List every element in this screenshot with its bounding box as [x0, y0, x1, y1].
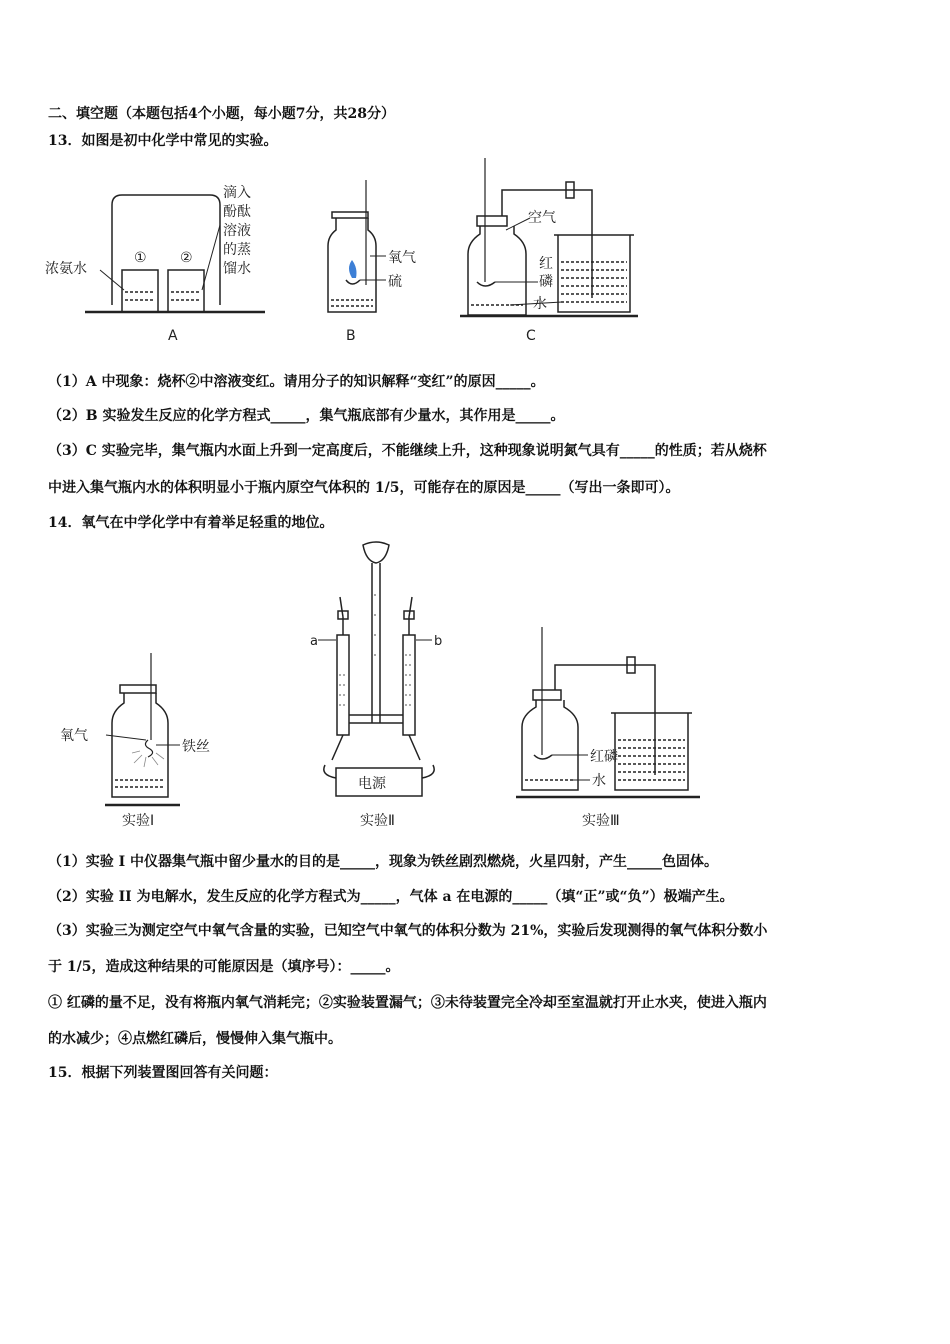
figure-b	[328, 180, 386, 312]
q14-options-line-1: ① 红磷的量不足，没有将瓶内氧气消耗完；②实验装置漏气；③未待装置完全冷却至室温就打开止水夹，使进入瓶内	[48, 995, 767, 1011]
q14-figure	[50, 535, 730, 835]
fig-c-caption: C	[526, 328, 536, 344]
fig-c-air: 空气	[528, 210, 556, 226]
q13-title: 13．如图是初中化学中常见的实验。	[48, 133, 278, 149]
exp2-power: 电源	[358, 776, 386, 792]
exp1-caption: 实验Ⅰ	[122, 813, 155, 829]
q14-part-2: （2）实验 II 为电解水，发生反应的化学方程式为_____，气体 a 在电源的_____（填“正”或“负”）极端产生。	[48, 889, 734, 905]
fig-c-water: 水	[533, 296, 547, 312]
exp1-oxygen: 氧气	[60, 728, 88, 744]
fig-b-caption: B	[346, 328, 356, 344]
q13-part-1: （1）A 中现象：烧杯②中溶液变红。请用分子的知识解释“变红”的原因_____。	[48, 374, 545, 390]
exp2-label-a: a	[310, 634, 318, 649]
exp3-phosphorus: 红磷	[590, 749, 618, 765]
q13-part-3-line-2: 中进入集气瓶内水的体积明显小于瓶内原空气体积的 1/5，可能存在的原因是_____（写出一条即可）。	[48, 480, 680, 496]
exp2-label-b: b	[434, 634, 443, 649]
fig-a-drip-4: 的蒸	[223, 242, 251, 258]
fig-a-caption: A	[168, 328, 178, 344]
fig-a-ammonia: 浓氨水	[45, 261, 87, 277]
electrolysis-water	[339, 595, 413, 705]
q13-figure	[40, 150, 660, 350]
exp2-caption: 实验Ⅱ	[360, 813, 395, 829]
fig-a-beaker-2-label: ②	[180, 250, 193, 266]
fig-b-oxygen: 氧气	[388, 250, 416, 266]
fig-a-beaker-1-label: ①	[134, 250, 147, 266]
exp3-caption: 实验Ⅲ	[582, 813, 620, 829]
q14-title: 14．氧气在中学化学中有着举足轻重的地位。	[48, 515, 334, 531]
q14-part-3-line-2: 于 1/5，造成这种结果的可能原因是（填序号）：_____。	[48, 959, 400, 975]
section-title: 二、填空题（本题包括4个小题，每小题7分，共28分）	[48, 106, 395, 122]
q13-part-3-line-1: （3）C 实验完毕，集气瓶内水面上升到一定高度后，不能继续上升，这种现象说明氮气具有_____的性质；若从烧杯	[48, 443, 767, 459]
fig-b-sulfur: 硫	[388, 274, 402, 290]
beaker-2	[168, 270, 204, 312]
iron-sparks-icon	[132, 751, 164, 767]
q14-part-1: （1）实验 I 中仪器集气瓶中留少量水的目的是_____，现象为铁丝剧烈燃烧，火星四射，产生_____色固体。	[48, 854, 719, 870]
q14-part-3-line-1: （3）实验三为测定空气中氧气含量的实验，已知空气中氧气的体积分数为 21%，实验后发现测得的氧气体积分数小	[48, 923, 768, 939]
exp1-iron: 铁丝	[182, 739, 210, 755]
beaker-1	[122, 270, 158, 312]
fig-c-phosphorus-2: 磷	[539, 274, 553, 290]
fig-a-drip-3: 溶液	[223, 223, 251, 239]
fig-c-phosphorus-1: 红	[539, 256, 553, 272]
q14-options-line-2: 的水减少；④点燃红磷后，慢慢伸入集气瓶中。	[48, 1031, 342, 1047]
q15-title: 15．根据下列装置图回答有关问题：	[48, 1065, 278, 1081]
fig-a-drip-2: 酚酞	[223, 204, 251, 220]
experiment-3	[516, 627, 700, 797]
experiment-1	[105, 653, 180, 805]
fig-a-drip-5: 馏水	[223, 261, 251, 277]
fig-a-drip-1: 滴入	[223, 185, 251, 201]
q13-part-2: （2）B 实验发生反应的化学方程式_____，集气瓶底部有少量水，其作用是_____。	[48, 408, 565, 424]
sulfur-flame-icon	[349, 260, 357, 278]
experiment-2	[318, 542, 434, 796]
exp3-water: 水	[592, 773, 606, 789]
figure-c	[460, 158, 638, 316]
